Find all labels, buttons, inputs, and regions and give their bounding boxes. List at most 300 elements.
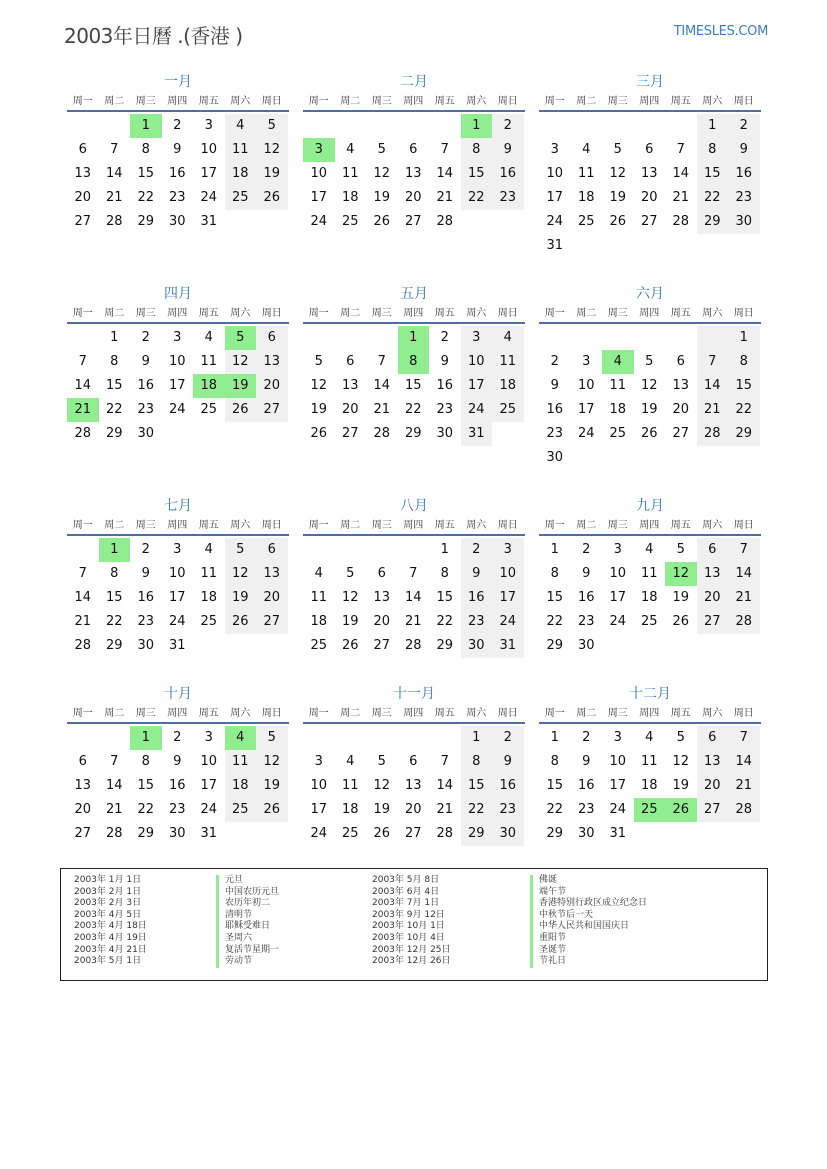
month-calendar bbox=[67, 496, 289, 658]
month-calendar bbox=[539, 496, 761, 658]
month-calendar bbox=[67, 684, 289, 846]
weekday-label: 周日 bbox=[497, 308, 518, 319]
day-cell: 3 bbox=[461, 326, 493, 350]
day-cell: 11 bbox=[341, 778, 359, 793]
day-cell: 6 bbox=[256, 538, 288, 562]
day-cell: 30 bbox=[728, 210, 760, 234]
month-calendar bbox=[303, 284, 525, 446]
day-cell: 6 bbox=[697, 726, 729, 750]
day-cell: 2 bbox=[461, 538, 493, 562]
day-cell: 5 bbox=[346, 566, 355, 581]
day-cell: 8 bbox=[461, 750, 493, 774]
day-cell: 10 bbox=[168, 354, 186, 369]
day-cell: 9 bbox=[550, 378, 559, 393]
weekday-header bbox=[539, 92, 761, 112]
day-cell: 9 bbox=[582, 754, 591, 769]
day-cell: 11 bbox=[492, 350, 524, 374]
day-cell: 14 bbox=[373, 378, 391, 393]
day-cell: 13 bbox=[640, 166, 658, 181]
day-cell: 1 bbox=[461, 726, 493, 750]
day-cell: 18 bbox=[577, 190, 595, 205]
day-cell: 29 bbox=[105, 638, 123, 653]
holiday-day-cell: 1 bbox=[130, 726, 162, 750]
day-cell: 12 bbox=[640, 378, 658, 393]
day-cell: 2 bbox=[173, 118, 182, 133]
weekday-label: 周五 bbox=[434, 708, 455, 719]
day-cell: 3 bbox=[173, 330, 182, 345]
day-cell: 16 bbox=[728, 162, 760, 186]
day-cell: 29 bbox=[105, 426, 123, 441]
weekday-label: 周日 bbox=[733, 520, 754, 531]
day-cell: 17 bbox=[168, 378, 186, 393]
day-cell: 28 bbox=[672, 214, 690, 229]
day-cell: 10 bbox=[200, 754, 218, 769]
weekday-label: 周五 bbox=[198, 708, 219, 719]
day-cell: 28 bbox=[105, 826, 123, 841]
day-cell: 21 bbox=[436, 802, 454, 817]
weekday-label: 周四 bbox=[403, 520, 424, 531]
weekday-label: 周三 bbox=[135, 520, 156, 531]
day-cell: 30 bbox=[168, 826, 186, 841]
empty-day-cell bbox=[366, 726, 398, 750]
day-cell: 25 bbox=[310, 638, 328, 653]
day-cell: 2 bbox=[440, 330, 449, 345]
day-cell: 12 bbox=[225, 350, 257, 374]
holiday-dates-left bbox=[74, 875, 147, 968]
weekday-label: 周五 bbox=[670, 308, 691, 319]
weekday-label: 周五 bbox=[434, 308, 455, 319]
day-cell: 17 bbox=[310, 802, 328, 817]
day-cell: 9 bbox=[582, 566, 591, 581]
day-cell: 15 bbox=[436, 590, 454, 605]
day-grid bbox=[539, 326, 761, 470]
holiday-date: 2003年 9月 12日 bbox=[372, 909, 445, 920]
day-cell: 8 bbox=[461, 138, 493, 162]
day-cell: 12 bbox=[256, 138, 288, 162]
day-cell: 29 bbox=[436, 638, 454, 653]
day-cell: 11 bbox=[310, 590, 328, 605]
weekday-label: 周二 bbox=[104, 308, 125, 319]
weekday-label: 周二 bbox=[340, 708, 361, 719]
weekday-label: 周一 bbox=[308, 308, 329, 319]
empty-day-cell bbox=[366, 114, 398, 138]
day-cell: 29 bbox=[728, 422, 760, 446]
day-cell: 16 bbox=[577, 590, 595, 605]
day-cell: 24 bbox=[609, 802, 627, 817]
day-cell: 27 bbox=[256, 398, 288, 422]
day-cell: 8 bbox=[110, 566, 119, 581]
day-cell: 10 bbox=[168, 566, 186, 581]
month-name: 九月 bbox=[636, 498, 664, 514]
day-cell: 7 bbox=[110, 142, 119, 157]
day-cell: 9 bbox=[173, 142, 182, 157]
day-cell: 4 bbox=[645, 542, 654, 557]
day-cell: 7 bbox=[78, 354, 87, 369]
day-cell: 15 bbox=[137, 166, 155, 181]
weekday-label: 周一 bbox=[72, 708, 93, 719]
day-cell: 30 bbox=[546, 450, 564, 465]
day-cell: 19 bbox=[256, 774, 288, 798]
month-name: 一月 bbox=[164, 74, 192, 90]
holiday-name: 圣周六 bbox=[216, 933, 279, 945]
weekday-label: 周日 bbox=[733, 708, 754, 719]
day-grid bbox=[303, 726, 525, 846]
holiday-day-cell: 4 bbox=[602, 350, 634, 374]
day-cell: 30 bbox=[577, 826, 595, 841]
empty-day-cell bbox=[99, 726, 131, 750]
day-cell: 25 bbox=[225, 798, 257, 822]
day-cell: 21 bbox=[105, 190, 123, 205]
weekday-label: 周二 bbox=[104, 96, 125, 107]
day-cell: 23 bbox=[577, 802, 595, 817]
day-cell: 1 bbox=[550, 542, 559, 557]
day-cell: 22 bbox=[546, 802, 564, 817]
day-cell: 16 bbox=[461, 586, 493, 610]
day-cell: 26 bbox=[640, 426, 658, 441]
day-cell: 28 bbox=[728, 798, 760, 822]
weekday-label: 周日 bbox=[497, 520, 518, 531]
holiday-day-cell: 3 bbox=[303, 138, 335, 162]
day-cell: 11 bbox=[640, 754, 658, 769]
holiday-date: 2003年 10月 4日 bbox=[372, 932, 445, 943]
day-cell: 18 bbox=[200, 590, 218, 605]
holiday-date: 2003年 5月 8日 bbox=[372, 875, 440, 885]
holiday-day-cell: 5 bbox=[225, 326, 257, 350]
holiday-day-cell: 12 bbox=[665, 562, 697, 586]
day-cell: 23 bbox=[137, 614, 155, 629]
day-grid bbox=[303, 114, 525, 234]
weekday-label: 周一 bbox=[544, 96, 565, 107]
empty-day-cell bbox=[99, 114, 131, 138]
day-cell: 10 bbox=[492, 562, 524, 586]
weekday-label: 周四 bbox=[639, 96, 660, 107]
weekday-header bbox=[303, 704, 525, 724]
weekday-label: 周六 bbox=[466, 708, 487, 719]
day-cell: 7 bbox=[409, 566, 418, 581]
day-cell: 11 bbox=[609, 378, 627, 393]
weekday-header bbox=[303, 92, 525, 112]
day-cell: 29 bbox=[697, 210, 729, 234]
weekday-label: 周二 bbox=[340, 96, 361, 107]
day-cell: 28 bbox=[697, 422, 729, 446]
day-cell: 24 bbox=[492, 610, 524, 634]
day-cell: 3 bbox=[173, 542, 182, 557]
day-cell: 29 bbox=[137, 826, 155, 841]
day-cell: 19 bbox=[609, 190, 627, 205]
weekday-label: 周四 bbox=[167, 520, 188, 531]
brand-link[interactable]: TIMESLES.COM bbox=[673, 24, 768, 39]
day-cell: 5 bbox=[256, 114, 288, 138]
day-cell: 4 bbox=[492, 326, 524, 350]
weekday-label: 周三 bbox=[607, 708, 628, 719]
day-cell: 12 bbox=[256, 750, 288, 774]
day-cell: 9 bbox=[141, 566, 150, 581]
weekday-label: 周日 bbox=[261, 308, 282, 319]
weekday-label: 周四 bbox=[403, 96, 424, 107]
day-grid bbox=[539, 538, 761, 658]
day-cell: 11 bbox=[225, 138, 257, 162]
day-cell: 10 bbox=[609, 566, 627, 581]
month-name: 十二月 bbox=[629, 686, 671, 702]
day-cell: 5 bbox=[645, 354, 654, 369]
day-cell: 20 bbox=[373, 614, 391, 629]
day-cell: 23 bbox=[728, 186, 760, 210]
empty-day-cell bbox=[398, 538, 430, 562]
empty-day-cell bbox=[335, 726, 367, 750]
day-cell: 22 bbox=[436, 614, 454, 629]
holiday-day-cell: 21 bbox=[67, 398, 99, 422]
month-calendar bbox=[303, 496, 525, 658]
empty-day-cell bbox=[67, 114, 99, 138]
day-cell: 17 bbox=[577, 402, 595, 417]
weekday-label: 周二 bbox=[576, 708, 597, 719]
holiday-name: 耶稣受难日 bbox=[216, 921, 279, 933]
day-cell: 3 bbox=[613, 730, 622, 745]
day-cell: 10 bbox=[310, 166, 328, 181]
day-cell: 17 bbox=[310, 190, 328, 205]
day-cell: 1 bbox=[440, 542, 449, 557]
day-cell: 13 bbox=[74, 778, 92, 793]
empty-day-cell bbox=[539, 114, 571, 138]
month-name: 十月 bbox=[164, 686, 192, 702]
weekday-label: 周日 bbox=[261, 708, 282, 719]
day-cell: 16 bbox=[137, 378, 155, 393]
empty-day-cell bbox=[429, 114, 461, 138]
day-cell: 13 bbox=[697, 750, 729, 774]
month-name: 三月 bbox=[636, 74, 664, 90]
holiday-name: 复活节星期一 bbox=[216, 945, 279, 957]
day-cell: 21 bbox=[436, 190, 454, 205]
day-cell: 21 bbox=[728, 586, 760, 610]
day-grid bbox=[67, 326, 289, 446]
day-cell: 18 bbox=[341, 802, 359, 817]
day-cell: 25 bbox=[609, 426, 627, 441]
weekday-label: 周六 bbox=[702, 308, 723, 319]
day-cell: 3 bbox=[613, 542, 622, 557]
weekday-label: 周二 bbox=[340, 520, 361, 531]
holiday-name: 圣诞节 bbox=[530, 945, 647, 957]
day-cell: 9 bbox=[141, 354, 150, 369]
day-cell: 17 bbox=[546, 190, 564, 205]
day-cell: 25 bbox=[200, 614, 218, 629]
day-cell: 8 bbox=[110, 354, 119, 369]
day-cell: 23 bbox=[492, 798, 524, 822]
day-cell: 8 bbox=[550, 566, 559, 581]
day-cell: 9 bbox=[173, 754, 182, 769]
day-cell: 2 bbox=[582, 730, 591, 745]
day-cell: 12 bbox=[373, 166, 391, 181]
day-cell: 21 bbox=[373, 402, 391, 417]
day-cell: 2 bbox=[582, 542, 591, 557]
day-cell: 27 bbox=[256, 610, 288, 634]
weekday-label: 周六 bbox=[702, 520, 723, 531]
day-cell: 5 bbox=[676, 730, 685, 745]
day-cell: 7 bbox=[440, 754, 449, 769]
empty-day-cell bbox=[366, 538, 398, 562]
day-cell: 11 bbox=[225, 750, 257, 774]
day-cell: 12 bbox=[310, 378, 328, 393]
weekday-label: 周六 bbox=[702, 96, 723, 107]
weekday-label: 周五 bbox=[434, 520, 455, 531]
day-cell: 10 bbox=[310, 778, 328, 793]
holiday-day-cell: 25 bbox=[634, 798, 666, 822]
holiday-date: 2003年 10月 1日 bbox=[372, 921, 445, 932]
day-cell: 5 bbox=[314, 354, 323, 369]
day-grid bbox=[67, 538, 289, 658]
weekday-label: 周三 bbox=[135, 96, 156, 107]
day-cell: 8 bbox=[728, 350, 760, 374]
day-cell: 19 bbox=[225, 586, 257, 610]
weekday-header bbox=[67, 92, 289, 112]
day-cell: 22 bbox=[105, 614, 123, 629]
empty-day-cell bbox=[539, 326, 571, 350]
day-cell: 22 bbox=[137, 190, 155, 205]
month-name: 二月 bbox=[400, 74, 428, 90]
day-cell: 21 bbox=[404, 614, 422, 629]
holiday-date: 2003年 4月 21日 bbox=[74, 944, 147, 955]
day-cell: 26 bbox=[256, 798, 288, 822]
day-cell: 19 bbox=[640, 402, 658, 417]
weekday-header bbox=[303, 304, 525, 324]
day-cell: 25 bbox=[640, 614, 658, 629]
empty-day-cell bbox=[697, 326, 729, 350]
weekday-header bbox=[303, 516, 525, 536]
day-cell: 13 bbox=[256, 562, 288, 586]
holiday-names-left bbox=[216, 875, 279, 968]
day-cell: 11 bbox=[577, 166, 595, 181]
day-grid bbox=[67, 114, 289, 234]
day-cell: 22 bbox=[461, 798, 493, 822]
day-cell: 15 bbox=[461, 162, 493, 186]
day-cell: 4 bbox=[225, 114, 257, 138]
holiday-date: 2003年 4月 18日 bbox=[74, 921, 147, 932]
day-cell: 1 bbox=[110, 330, 119, 345]
day-cell: 24 bbox=[609, 614, 627, 629]
empty-day-cell bbox=[602, 114, 634, 138]
empty-day-cell bbox=[303, 326, 335, 350]
empty-day-cell bbox=[602, 326, 634, 350]
weekday-label: 周三 bbox=[371, 308, 392, 319]
holiday-day-cell: 18 bbox=[193, 374, 225, 398]
day-cell: 15 bbox=[728, 374, 760, 398]
day-cell: 27 bbox=[404, 214, 422, 229]
weekday-label: 周五 bbox=[198, 520, 219, 531]
day-cell: 13 bbox=[697, 562, 729, 586]
day-cell: 28 bbox=[373, 426, 391, 441]
day-cell: 16 bbox=[492, 774, 524, 798]
day-cell: 24 bbox=[461, 398, 493, 422]
weekday-label: 周四 bbox=[403, 708, 424, 719]
empty-day-cell bbox=[67, 726, 99, 750]
day-cell: 11 bbox=[341, 166, 359, 181]
weekday-label: 周一 bbox=[544, 708, 565, 719]
day-cell: 28 bbox=[105, 214, 123, 229]
holiday-day-cell: 1 bbox=[130, 114, 162, 138]
day-cell: 4 bbox=[346, 754, 355, 769]
holiday-date: 2003年 1月 1日 bbox=[74, 875, 142, 885]
holiday-day-cell: 26 bbox=[665, 798, 697, 822]
weekday-label: 周一 bbox=[308, 520, 329, 531]
day-cell: 22 bbox=[105, 402, 123, 417]
weekday-label: 周四 bbox=[403, 308, 424, 319]
day-cell: 19 bbox=[373, 802, 391, 817]
holiday-date: 2003年 6月 4日 bbox=[372, 886, 440, 897]
weekday-label: 周日 bbox=[261, 96, 282, 107]
day-cell: 26 bbox=[256, 186, 288, 210]
empty-day-cell bbox=[634, 114, 666, 138]
day-cell: 25 bbox=[577, 214, 595, 229]
day-cell: 9 bbox=[492, 138, 524, 162]
holiday-date: 2003年 12月 26日 bbox=[372, 956, 451, 967]
weekday-label: 周二 bbox=[576, 520, 597, 531]
day-cell: 7 bbox=[676, 142, 685, 157]
holiday-name: 重阳节 bbox=[530, 933, 647, 945]
day-cell: 2 bbox=[492, 726, 524, 750]
empty-day-cell bbox=[665, 326, 697, 350]
holiday-name: 中秋节后一天 bbox=[530, 910, 647, 922]
holiday-day-cell: 4 bbox=[225, 726, 257, 750]
weekday-label: 周一 bbox=[308, 96, 329, 107]
day-grid bbox=[539, 726, 761, 846]
weekday-label: 周一 bbox=[72, 96, 93, 107]
day-cell: 6 bbox=[409, 754, 418, 769]
day-cell: 23 bbox=[577, 614, 595, 629]
day-cell: 15 bbox=[105, 590, 123, 605]
empty-day-cell bbox=[67, 326, 99, 350]
weekday-label: 周四 bbox=[167, 308, 188, 319]
weekday-label: 周一 bbox=[72, 520, 93, 531]
day-cell: 15 bbox=[105, 378, 123, 393]
empty-day-cell bbox=[665, 114, 697, 138]
day-cell: 11 bbox=[200, 354, 218, 369]
day-cell: 26 bbox=[225, 610, 257, 634]
day-cell: 4 bbox=[346, 142, 355, 157]
day-cell: 19 bbox=[256, 162, 288, 186]
day-cell: 28 bbox=[74, 638, 92, 653]
day-cell: 24 bbox=[200, 802, 218, 817]
day-cell: 17 bbox=[609, 778, 627, 793]
day-cell: 15 bbox=[697, 162, 729, 186]
weekday-label: 周二 bbox=[104, 708, 125, 719]
day-cell: 10 bbox=[200, 142, 218, 157]
day-cell: 8 bbox=[440, 566, 449, 581]
day-cell: 16 bbox=[137, 590, 155, 605]
day-cell: 6 bbox=[645, 142, 654, 157]
day-cell: 26 bbox=[341, 638, 359, 653]
day-cell: 30 bbox=[577, 638, 595, 653]
weekday-label: 周四 bbox=[167, 708, 188, 719]
day-cell: 7 bbox=[78, 566, 87, 581]
month-calendar bbox=[303, 684, 525, 846]
day-cell: 21 bbox=[105, 802, 123, 817]
empty-day-cell bbox=[303, 114, 335, 138]
day-cell: 22 bbox=[461, 186, 493, 210]
day-cell: 26 bbox=[225, 398, 257, 422]
day-cell: 2 bbox=[141, 330, 150, 345]
holiday-name: 劳动节 bbox=[216, 956, 279, 968]
day-cell: 27 bbox=[697, 798, 729, 822]
day-cell: 31 bbox=[168, 638, 186, 653]
day-cell: 25 bbox=[225, 186, 257, 210]
day-cell: 22 bbox=[697, 186, 729, 210]
month-name: 六月 bbox=[636, 286, 664, 302]
day-cell: 12 bbox=[341, 590, 359, 605]
day-cell: 20 bbox=[341, 402, 359, 417]
day-cell: 13 bbox=[672, 378, 690, 393]
weekday-header bbox=[539, 704, 761, 724]
holiday-name: 农历年初二 bbox=[216, 898, 279, 910]
weekday-label: 周五 bbox=[434, 96, 455, 107]
